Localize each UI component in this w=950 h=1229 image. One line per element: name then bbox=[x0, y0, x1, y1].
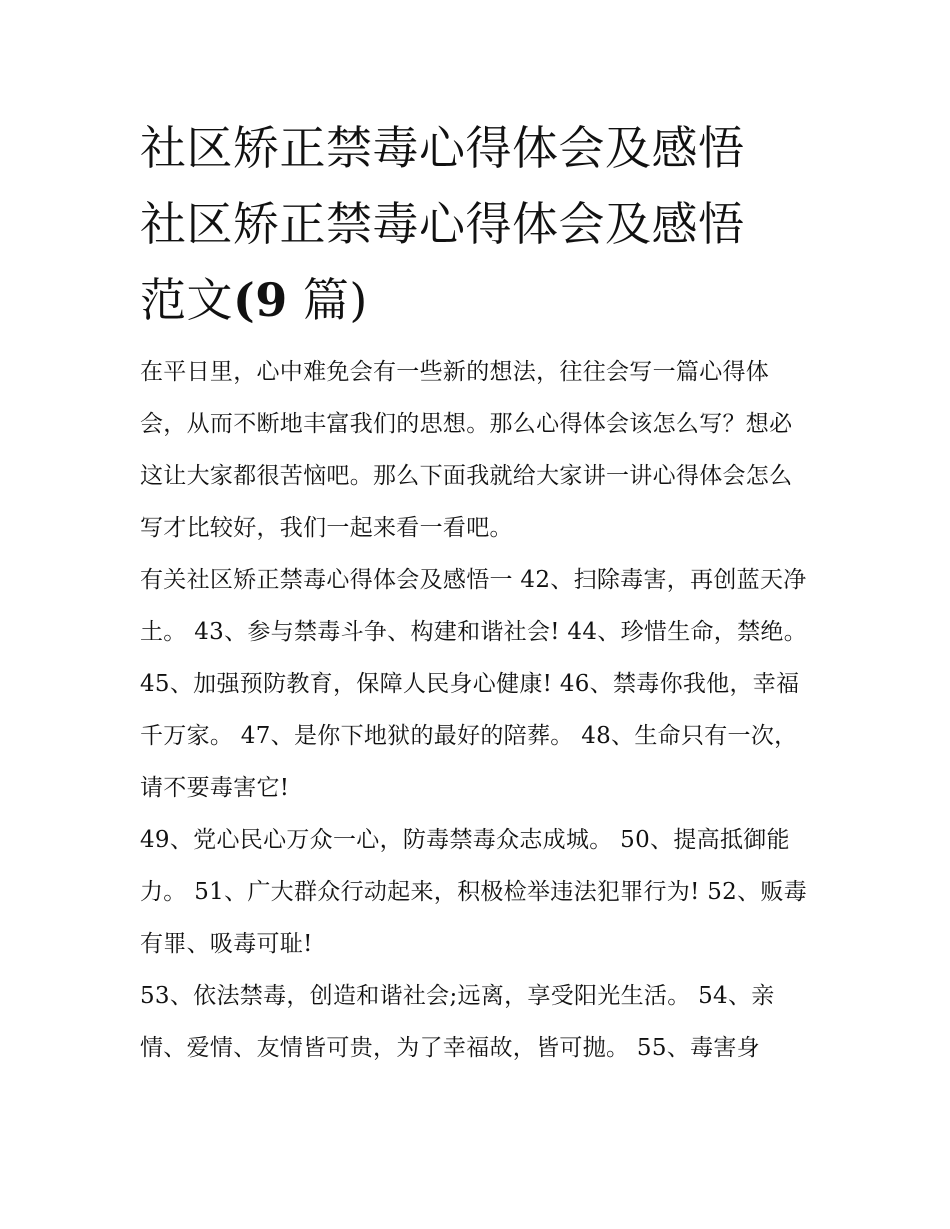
document-title bbox=[140, 110, 815, 338]
paragraph-intro: 在平日里，心中难免会有一些新的想法，往往会写一篇心得体会，从而不断地丰富我们的思想。那么心得体会该怎么写？想必这让大家都很苦恼吧。那么下面我就给大家讲一讲心得体会怎么写才比较好，我们一起来看一看吧。 bbox=[140, 359, 793, 541]
paragraph-section-3: 49、党心民心万众一心，防毒禁毒众志成城。 50、提高抵御能力。 51、广大群众行动起来，积极检举违法犯罪行为! 52、贩毒有罪、吸毒可耻! bbox=[140, 827, 807, 957]
paragraph-section-4: 53、依法禁毒，创造和谐社会;远离，享受阳光生活。 54、亲情、爱情、友情皆可贵，为了幸福故，皆可抛。 55、毒害身 bbox=[140, 983, 775, 1061]
title-line-2: 社区矫正禁毒心得体会及感悟 bbox=[140, 197, 745, 251]
paragraph-section-2: 45、加强预防教育，保障人民身心健康! 46、禁毒你我他，幸福千万家。 47、是你下地狱的最好的陪葬。 48、生命只有一次，请不要毒害它! bbox=[140, 671, 800, 801]
document-page bbox=[140, 110, 815, 1074]
title-line-3-prefix: 范文 bbox=[140, 273, 233, 327]
paragraph-section-1: 有关社区矫正禁毒心得体会及感悟一 42、扫除毒害，再创蓝天净土。 43、参与禁毒斗争、构建和谐社会! 44、珍惜生命，禁绝。 bbox=[140, 567, 807, 645]
title-line-1: 社区矫正禁毒心得体会及感悟 bbox=[140, 121, 745, 175]
title-line-3-count: (9 bbox=[233, 273, 288, 327]
title-line-3-suffix: 篇) bbox=[287, 273, 368, 327]
